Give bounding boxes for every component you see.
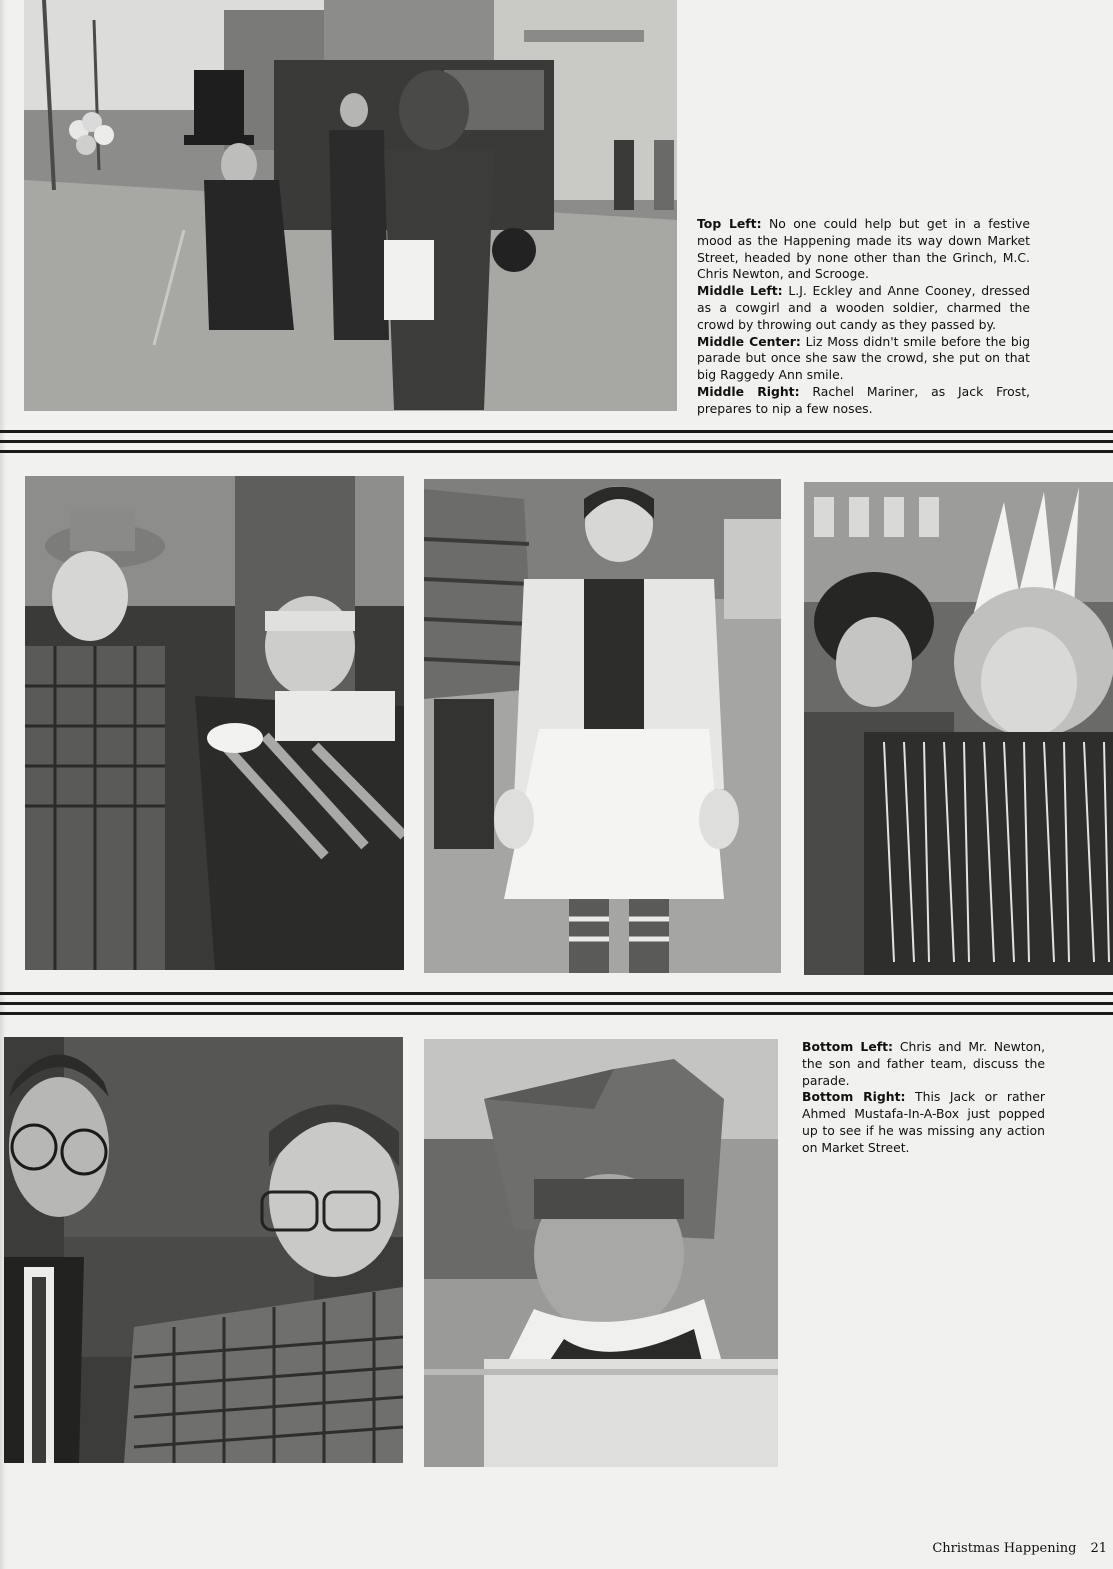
- caption-label: Middle Center:: [697, 333, 801, 349]
- caption-label: Middle Right:: [697, 383, 800, 399]
- photo-middle-center-raggedy-ann: [424, 479, 781, 973]
- caption-text: Liz Moss didn't smile before the big parade but once she saw the crowd, she put on that big Raggedy Ann smile.: [697, 333, 1030, 383]
- caption-text: Rachel Mariner, as Jack Frost, prepares to nip a few noses.: [697, 383, 1030, 416]
- caption-middle-right: [697, 384, 1030, 418]
- caption-middle-center: [697, 334, 1030, 384]
- caption-bottom-left: [802, 1039, 1045, 1089]
- page-footer: [932, 1541, 1107, 1556]
- caption-bottom-right: [802, 1089, 1045, 1156]
- captions-top: [697, 216, 1030, 418]
- captions-bottom: [802, 1039, 1045, 1157]
- photo-bottom-right-jack-in-the-box: [424, 1039, 778, 1467]
- section-title: Christmas Happening: [932, 1541, 1077, 1556]
- caption-label: Middle Left:: [697, 283, 783, 299]
- divider-rule-bottom: [0, 990, 1113, 1020]
- divider-rule-top: [0, 428, 1113, 458]
- caption-label: Top Left:: [697, 216, 762, 231]
- photo-top-left-parade: [24, 0, 677, 411]
- caption-top-left: [697, 216, 1030, 283]
- page-number: 21: [1090, 1541, 1107, 1556]
- caption-text: This Jack or rather Ahmed Mustafa-In-A-Box just popped up to see if he was missing any action on Market Street.: [802, 1089, 1045, 1155]
- caption-text: Chris and Mr. Newton, the son and father team, discuss the parade.: [802, 1039, 1046, 1088]
- caption-text: L.J. Eckley and Anne Cooney, dressed as a cowgirl and a wooden soldier, charmed the crowd by throwing out candy as they passed by.: [697, 283, 1030, 332]
- photo-bottom-left-chris-and-mr-newton: [4, 1037, 403, 1463]
- caption-label: Bottom Right:: [802, 1089, 906, 1105]
- photo-middle-left-cowgirl-soldier: [25, 476, 404, 970]
- caption-middle-left: [697, 283, 1030, 333]
- photo-middle-right-jack-frost: [804, 482, 1113, 975]
- caption-label: Bottom Left:: [802, 1039, 894, 1054]
- caption-text: No one could help but get in a festive mood as the Happening made its way down Market Street, headed by none other than the Grinch, M.C. Chris Newton, and Scrooge.: [697, 216, 1030, 282]
